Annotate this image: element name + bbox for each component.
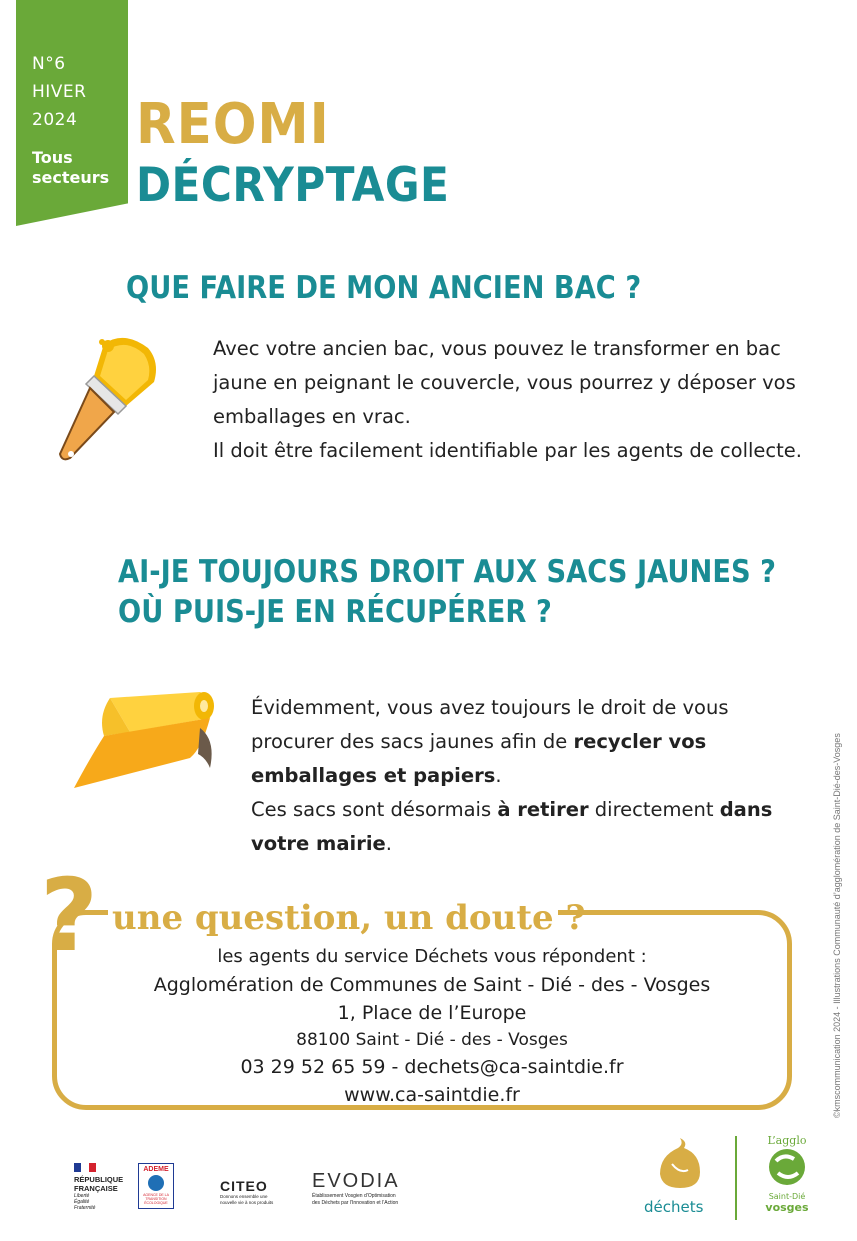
logo-text: Liberté [74, 1193, 90, 1199]
logo-text: des Déchets par l’Innovation et l’Action [312, 1200, 399, 1206]
question-mark-icon: ? [40, 857, 99, 974]
logo-text: vosges [765, 1201, 809, 1214]
section2-line-1 [251, 691, 772, 725]
section2-line-3 [251, 759, 772, 793]
citeo-logo [220, 1178, 273, 1206]
contact-intro: les agents du service Déchets vous répondent : [217, 946, 647, 967]
section2-heading-line-2: OÙ PUIS-JE EN RÉCUPÉRER ? [118, 594, 552, 630]
globe-icon [148, 1175, 164, 1191]
page-subtitle: DÉCRYPTAGE [136, 158, 450, 213]
contact-org: Agglomération de Communes de Saint - Dié - des - Vosges [153, 974, 711, 996]
section2-paragraph [251, 691, 772, 861]
sector-line-2: secteurs [32, 168, 110, 187]
bold-run: emballages et papiers [251, 764, 496, 787]
text-run: Évidemment, vous avez toujours le droit de vous [251, 696, 729, 719]
republique-francaise-logo [74, 1163, 134, 1211]
section2-line-5 [251, 827, 772, 861]
logo-text: ADEME [143, 1166, 169, 1173]
yellow-bag-roll-icon [70, 688, 220, 798]
section2-line-2 [251, 725, 772, 759]
agglo-logo [752, 1134, 822, 1214]
section1-line-3: emballages en vrac. [213, 405, 411, 428]
issue-number: N°6 [32, 54, 66, 74]
dechets-bag-icon [654, 1134, 706, 1192]
logo-divider [735, 1136, 737, 1220]
text-run: . [495, 764, 502, 787]
text-run: procurer des sacs jaunes afin de [251, 730, 574, 753]
logo-text: EVODIA [312, 1170, 400, 1192]
saint-die-emblem-icon [764, 1147, 810, 1187]
text-run: Ces sacs sont désormais [251, 798, 498, 821]
text-run: . [385, 832, 392, 855]
logo-text: Fraternité [74, 1205, 96, 1211]
evodia-logo [312, 1170, 400, 1207]
contact-city: 88100 Saint - Dié - des - Vosges [296, 1030, 568, 1050]
sector-line-1: Tous [32, 148, 73, 167]
logo-text: Saint-Dié [768, 1192, 806, 1201]
bold-run: recycler vos [573, 730, 707, 753]
logo-text: CITEO [220, 1178, 268, 1194]
dechets-label: déchets [644, 1198, 704, 1216]
bold-run: à retirer [497, 798, 589, 821]
section2-line-4 [251, 793, 772, 827]
section2-heading-line-1: AI-JE TOUJOURS DROIT AUX SACS JAUNES ? [118, 554, 776, 590]
illustration-credit: ©kmscommunication 2024 - Illustrations Communauté d’agglomération de Saint-Dié-des-Vosges [832, 733, 842, 1118]
bold-run: dans [719, 798, 773, 821]
issue-season: HIVER [32, 82, 87, 102]
page-title: REOMI [136, 92, 330, 157]
section1-line-1: Avec votre ancien bac, vous pouvez le transformer en bac [213, 337, 781, 360]
logo-text: Donnons ensemble une [220, 1194, 268, 1199]
section1-line-2: jaune en peignant le couvercle, vous pourrez y déposer vos [213, 371, 796, 394]
contact-phone-email[interactable]: 03 29 52 65 59 - dechets@ca-saintdie.fr [240, 1056, 624, 1078]
logo-text: Établissement Vosgien d’Optimisation [312, 1193, 396, 1199]
logo-text: L’agglo [767, 1134, 807, 1147]
contact-title: une question, un doute ? [112, 898, 586, 938]
logo-text: AGENCE DE LA TRANSITION ÉCOLOGIQUE [143, 1193, 169, 1205]
bold-run: votre mairie [251, 832, 386, 855]
text-run: directement [588, 798, 720, 821]
logo-text: FRANÇAISE [74, 1184, 118, 1193]
logo-text: RÉPUBLIQUE [74, 1175, 124, 1184]
french-flag-icon [74, 1163, 96, 1172]
issue-year: 2024 [32, 110, 78, 130]
paintbrush-icon [56, 330, 166, 470]
contact-website-link[interactable]: www.ca-saintdie.fr [344, 1084, 520, 1106]
logo-text: nouvelle vie à nos produits [220, 1200, 274, 1205]
logo-text: Égalité [74, 1199, 90, 1205]
section1-paragraph [213, 332, 802, 468]
section1-line-4: Il doit être facilement identifiable par les agents de collecte. [213, 439, 802, 462]
ademe-logo [138, 1163, 174, 1209]
contact-address: 1, Place de l’Europe [337, 1002, 527, 1024]
section1-heading: QUE FAIRE DE MON ANCIEN BAC ? [126, 270, 642, 306]
